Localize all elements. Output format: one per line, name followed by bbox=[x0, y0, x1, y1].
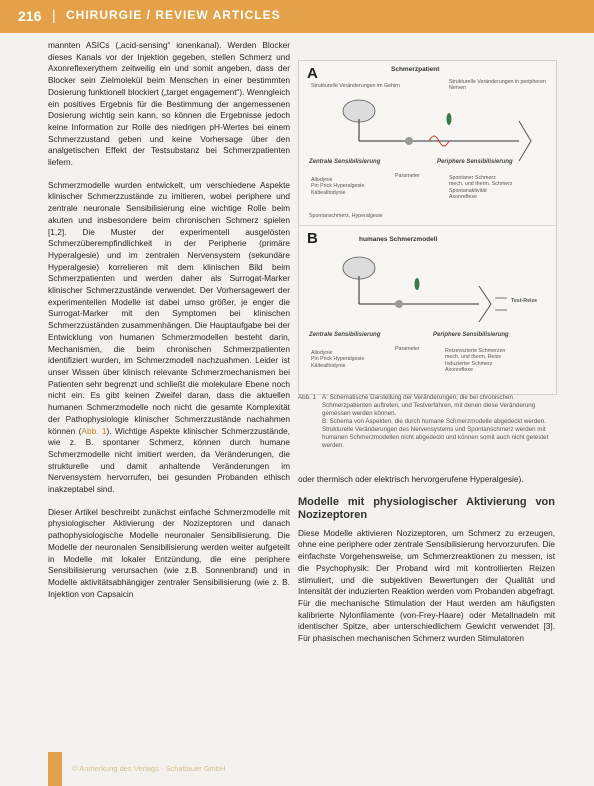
figure-note: Strukturelle Veränderungen im Gehirn bbox=[311, 83, 400, 89]
parameter-label: Parameter bbox=[395, 173, 420, 179]
journal-title: CHIRURGIE / REVIEW ARTICLES bbox=[66, 8, 281, 22]
footer-accent-bar bbox=[48, 752, 62, 786]
panel-label: A bbox=[307, 65, 318, 82]
paragraph: oder thermisch oder elektrisch hervorgerufene Hyperalgesie). bbox=[298, 474, 524, 484]
section-heading-central: Zentrale Sensibilisierung bbox=[309, 159, 381, 165]
section-heading: Modelle mit physiologischer Aktivierung von Nozizeptoren bbox=[298, 495, 555, 522]
parameter-label: Parameter bbox=[395, 346, 420, 352]
section-heading-peripheral: Periphere Sensibilisierung bbox=[433, 332, 509, 338]
figure-panel-a bbox=[299, 61, 556, 225]
panel-title: humanes Schmerzmodell bbox=[359, 236, 438, 243]
footer-text: © Anmerkung des Verlags · Schattauer GmbH bbox=[72, 764, 226, 773]
section-heading-peripheral: Periphere Sensibilisierung bbox=[437, 159, 513, 165]
caption-label: Abb. 1 bbox=[298, 394, 316, 401]
parameter-list-left: Allodynie Pin Prick Hyperalgesie Kältealltodynie bbox=[311, 350, 365, 369]
paragraph: Dieser Artikel beschreibt zunächst einfache Schmerzmodelle mit physiologischer Aktivierung der Nozizeptoren und danach pathophysiologische Modelle neuronaler Sensibilisierung. Die Modelle der neuronalen Sensibilisierung werden weiter aufgeteilt in Modelle mit lokaler Entzündung, die eine periphere Sensibilisierung verursachen (wie z.B. Sonnenbrand) und in Modelle aktivitätsabhängiger zentraler Sensibilisierung (wie z. B. Injektion von Capsaicin bbox=[48, 506, 290, 599]
bottom-label: Spontanschmerz, Hyperalgesie bbox=[309, 213, 383, 219]
header-bar bbox=[0, 0, 594, 33]
parameter-list-left: Allodynie Pin Prick Hyperalgesie Kältealltodynie bbox=[311, 177, 365, 196]
parameter-list-right: Reizevozierte Schmerzen mech. und therm. Reize Induzierter Schmerz Axonreflexe bbox=[445, 348, 506, 374]
header-separator: | bbox=[52, 7, 56, 23]
figure-reference-link[interactable]: Abb. 1 bbox=[81, 425, 107, 436]
paragraph: Schmerzmodelle wurden entwickelt, um verschiedene Aspekte klinischer Schmerzzustände zu imitieren, wobei periphere und zentrale neuronale Sensibilisierung eine wichtige Rolle beim akuten und insbesondere beim chronischen Schmerz spielen [1,2]. Die Muster der experimentell ausgelösten Schmerzüberempfindlichkeit in der Peripherie (primäre Hyperalgesie) und im zentralen Nervensystem (sekundäre Hyperalgesie) korrelieren mit dem klinischen Bild beim Schmerzpatienten und werden daher als Surrogat-Marker klinischer Schmerzzustände verwendet. Der Vorhersagewert der experimentellen Modelle ist dabei umso größer, je enger die Surrogat-Marker mit den Symptomen bei klinischen Schmerzzuständen zusammenhängen. Die Hauptaufgabe bei der Entwicklung von humanen Schmerzmodellen besteht darin, Mechanismen, die beim chronischen Schmerzpatienten identifiziert wurden, im Schmerzmodell nachzuahmen. Leider ist unser Wissen über klinisch relevante Schmerzmechanismen bei Patienten sehr begrenzt und schließt die molekulare Ebene noch nicht ein. Es gibt keinen Zweifel daran, dass die aktuellen humanen Schmerzmodelle noch nicht die gesamte Komplexität der Pathophysiologie klinischer Schmerzzustände nachahmen können (Abb. 1). Wichtige Aspekte klinischer Schmerzzustände, wie z. B. spontaner Schmerz, können durch humane Schmerzmodelle nicht imitiert werden, da Veränderungen, die strukturelle und damit anhaltende Veränderungen im Nervensystem hervorrufen, bei gesunden Probanden ethisch inakzeptabel sind. bbox=[48, 179, 290, 495]
figure-note: Strukturelle Veränderungen in peripheren Nerven bbox=[449, 79, 546, 92]
panel-title: Schmerzpatient bbox=[391, 66, 440, 73]
section-heading-central: Zentrale Sensibilisierung bbox=[309, 332, 381, 338]
page-number: 216 bbox=[18, 8, 42, 24]
figure-1 bbox=[298, 60, 557, 395]
paragraph: Diese Modelle aktivieren Nozizeptoren, um Schmerz zu erzeugen, ohne eine periphere oder zentrale Sensibilisierung hervorzurufen. Die einfachste Vorgehensweise, um Schmerzreaktionen zu messen, ist die Psychophysik: Der Proband wird mit kontrollierten Reizen stimuliert, und die subjektiven Bewertungen der Qualität und Intensität der induzierten Reaktion werden vom Probanden abgefragt. Für die mechanische Stimulation der Haut werden am häufigsten kalibrierte Nylonfilamente (von-Frey-Haare) oder Metallnadeln mit identischer Spitze, aber unterschiedlichem Gewicht verwendet [3]. Für phasischen mechanischen Schmerz wurden Stimulatoren bbox=[298, 527, 555, 644]
caption-text: A: Schematische Darstellung der Veränderungen, die bei chronischen Schmerzpatienten auftreten, und Testverfahren, mit denen diese Veränderung gemessen werden können. B: Schema von Aspekten, die durch humane Schmerzmodelle abgedeckt werden. Strukturelle Veränderungen des Nervensystems und Spontanschmerz werden mit humanen Schmerzmodellen nicht abgedeckt und können somit auch nicht getestet werden. bbox=[322, 394, 549, 449]
paragraph: mannten ASICs („acid-sensing“ ionenkanal). Werden Blocker dieses Kanals vor der Injektion gegeben, stellen Schmerz und Axonreflexerythem zeitweilig ein und somit angeben, dass der Blocker sein Zielmolekül beim Menschen in einer bestimmten Dosierung funktionell blockiert („target engagement“). Wenngleich ein positives Ergebnis für die Bestimmung der angemessenen Dosierung wichtig sein kann, so können die Ergebnisse jedoch keine Information zur Rolle des niedrigen pH-Wertes bei einem Schmerzzustand geben und keine Vorhersage über den analgetischen Effekt der Testsubstanz bei Schmerzpatienten liefern. bbox=[48, 40, 290, 168]
figure-panel-b bbox=[299, 225, 556, 394]
right-column bbox=[298, 474, 555, 645]
panel-label: B bbox=[307, 230, 318, 247]
parameter-list-right: Spontaner Schmerz mech. und therm. Schmerz Spontanaktivität Axonreflexe bbox=[449, 175, 513, 201]
side-label: Test-Reize bbox=[511, 298, 538, 304]
left-column bbox=[48, 40, 290, 600]
